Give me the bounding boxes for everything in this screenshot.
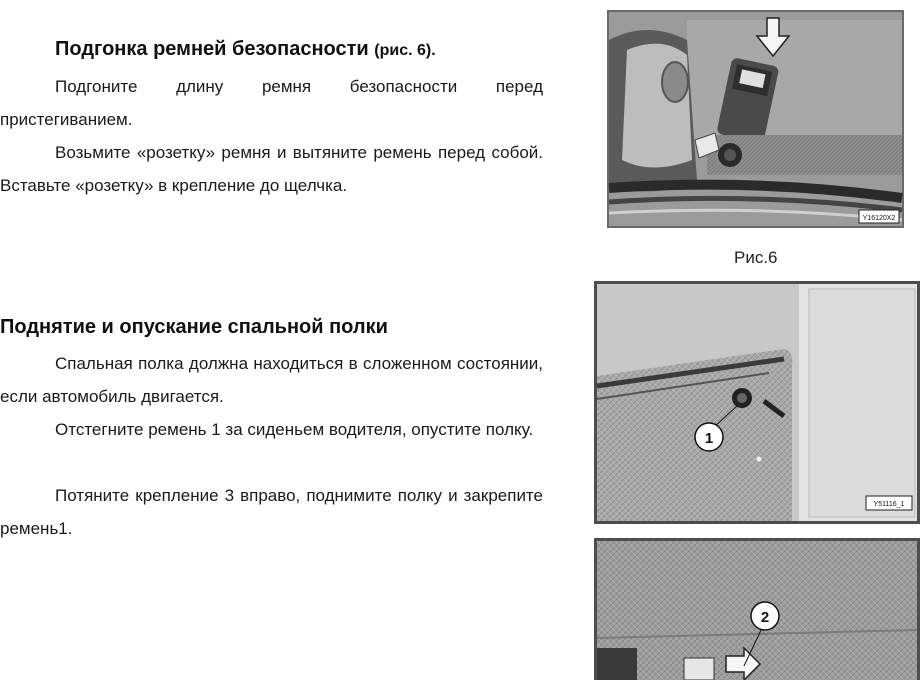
figure-bunk-strap <box>594 281 920 524</box>
section-title-text: Подгонка ремней безопасности <box>55 38 369 60</box>
figure-code: Y16120X2 <box>862 215 896 222</box>
figure-seatbelt-buckle <box>607 10 904 228</box>
callout-number: 1 <box>704 430 714 447</box>
callout-number: 2 <box>760 609 770 626</box>
paragraph: Спальная полка должна находиться в сложенном состоянии, если автомобиль двигается. <box>0 354 543 406</box>
figure-code: Y51116_1 <box>873 501 905 508</box>
figure-reference: (рис. 6). <box>374 42 436 59</box>
paragraph: Подгоните длину ремня безопасности перед пристегиванием. <box>0 77 543 129</box>
figure-caption: Рис.6 <box>734 248 778 267</box>
section-title-seatbelt <box>55 36 436 64</box>
paragraph: Отстегните ремень 1 за сиденьем водителя, опустите полку. <box>55 420 534 439</box>
section-title-bunk <box>0 314 388 340</box>
figure-bunk-latch <box>594 538 920 680</box>
paragraph: Потяните крепление 3 вправо, поднимите полку и закрепите ремень1. <box>0 486 543 538</box>
paragraph: Возьмите «розетку» ремня и вытяните ремень перед собой. Вставьте «розетку» в крепление до щелчка. <box>0 143 543 195</box>
section-title-text: Поднятие и опускание спальной полки <box>0 316 388 338</box>
